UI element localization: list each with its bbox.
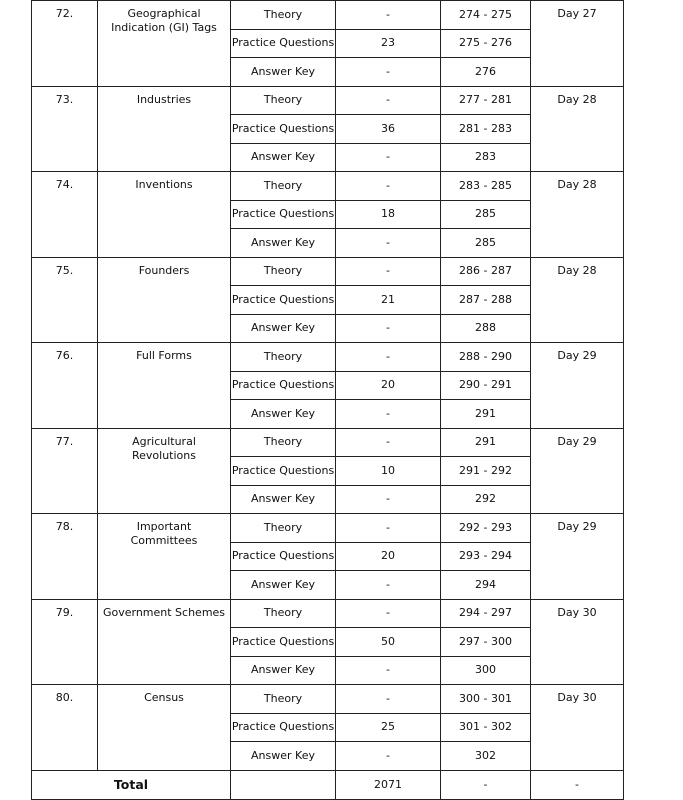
chapter-row	[32, 514, 624, 543]
question-count: -	[336, 400, 441, 429]
page-range: 276	[441, 58, 531, 87]
page-range: 288 - 290	[441, 343, 531, 372]
page-range: 286 - 287	[441, 257, 531, 286]
chapter-topic: Geographical Indication (GI) Tags	[98, 1, 231, 87]
question-count: 10	[336, 457, 441, 486]
chapter-number: 77.	[32, 428, 98, 514]
chapter-number: 79.	[32, 599, 98, 685]
section-type: Theory	[231, 599, 336, 628]
page-range: 283	[441, 143, 531, 172]
question-count: 23	[336, 29, 441, 58]
page-range: 285	[441, 229, 531, 258]
chapter-number: 73.	[32, 86, 98, 172]
question-count: -	[336, 742, 441, 771]
question-count: 25	[336, 713, 441, 742]
page-range: 301 - 302	[441, 713, 531, 742]
chapter-topic: Founders	[98, 257, 231, 343]
study-day: Day 29	[531, 428, 624, 514]
page-range: 291	[441, 400, 531, 429]
chapter-topic: Inventions	[98, 172, 231, 258]
question-count: -	[336, 685, 441, 714]
question-count: -	[336, 143, 441, 172]
section-type: Answer Key	[231, 485, 336, 514]
total-pages: -	[441, 770, 531, 799]
question-count: -	[336, 229, 441, 258]
section-type: Practice Questions	[231, 286, 336, 315]
study-plan-body	[32, 1, 624, 800]
question-count: 20	[336, 371, 441, 400]
study-day: Day 28	[531, 172, 624, 258]
section-type: Practice Questions	[231, 200, 336, 229]
page-range: 281 - 283	[441, 115, 531, 144]
chapter-topic: Important Committees	[98, 514, 231, 600]
total-row	[32, 770, 624, 799]
section-type: Theory	[231, 172, 336, 201]
chapter-topic: Agricultural Revolutions	[98, 428, 231, 514]
question-count: -	[336, 514, 441, 543]
page-range: 300	[441, 656, 531, 685]
total-day: -	[531, 770, 624, 799]
question-count: 36	[336, 115, 441, 144]
section-type: Theory	[231, 1, 336, 30]
question-count: -	[336, 58, 441, 87]
question-count: -	[336, 257, 441, 286]
section-type: Practice Questions	[231, 29, 336, 58]
question-count: -	[336, 599, 441, 628]
study-day: Day 28	[531, 257, 624, 343]
section-type: Answer Key	[231, 229, 336, 258]
question-count: -	[336, 428, 441, 457]
page-range: 297 - 300	[441, 628, 531, 657]
study-day: Day 29	[531, 343, 624, 429]
chapter-number: 80.	[32, 685, 98, 771]
page-range: 292 - 293	[441, 514, 531, 543]
chapter-row	[32, 257, 624, 286]
chapter-row	[32, 685, 624, 714]
chapter-row	[32, 172, 624, 201]
chapter-row	[32, 599, 624, 628]
question-count: 50	[336, 628, 441, 657]
study-day: Day 30	[531, 685, 624, 771]
study-day: Day 30	[531, 599, 624, 685]
study-plan-table	[31, 0, 624, 800]
study-day: Day 27	[531, 1, 624, 87]
chapter-number: 72.	[32, 1, 98, 87]
section-type: Answer Key	[231, 571, 336, 600]
page-range: 275 - 276	[441, 29, 531, 58]
section-type: Theory	[231, 685, 336, 714]
page-range: 290 - 291	[441, 371, 531, 400]
section-type: Theory	[231, 428, 336, 457]
total-count: 2071	[336, 770, 441, 799]
chapter-topic: Industries	[98, 86, 231, 172]
section-type: Practice Questions	[231, 628, 336, 657]
section-type: Answer Key	[231, 742, 336, 771]
question-count: -	[336, 314, 441, 343]
chapter-topic: Census	[98, 685, 231, 771]
page-range: 277 - 281	[441, 86, 531, 115]
section-type: Answer Key	[231, 656, 336, 685]
page-range: 294 - 297	[441, 599, 531, 628]
section-type: Answer Key	[231, 58, 336, 87]
question-count: -	[336, 86, 441, 115]
question-count: -	[336, 571, 441, 600]
question-count: -	[336, 656, 441, 685]
chapter-row	[32, 86, 624, 115]
question-count: -	[336, 1, 441, 30]
chapter-number: 78.	[32, 514, 98, 600]
section-type: Practice Questions	[231, 457, 336, 486]
study-day: Day 29	[531, 514, 624, 600]
chapter-number: 74.	[32, 172, 98, 258]
section-type: Answer Key	[231, 400, 336, 429]
chapter-number: 75.	[32, 257, 98, 343]
chapter-topic: Government Schemes	[98, 599, 231, 685]
question-count: 20	[336, 542, 441, 571]
section-type: Practice Questions	[231, 542, 336, 571]
total-label: Total	[32, 770, 231, 799]
section-type: Theory	[231, 86, 336, 115]
page-range: 285	[441, 200, 531, 229]
section-type: Practice Questions	[231, 371, 336, 400]
section-type: Theory	[231, 343, 336, 372]
section-type: Practice Questions	[231, 115, 336, 144]
question-count: 18	[336, 200, 441, 229]
page-range: 293 - 294	[441, 542, 531, 571]
page-range: 294	[441, 571, 531, 600]
section-type: Practice Questions	[231, 713, 336, 742]
question-count: -	[336, 172, 441, 201]
section-type: Answer Key	[231, 143, 336, 172]
page-range: 283 - 285	[441, 172, 531, 201]
question-count: 21	[336, 286, 441, 315]
study-day: Day 28	[531, 86, 624, 172]
question-count: -	[336, 485, 441, 514]
total-spacer	[231, 770, 336, 799]
page-range: 302	[441, 742, 531, 771]
chapter-topic: Full Forms	[98, 343, 231, 429]
question-count: -	[336, 343, 441, 372]
page-range: 287 - 288	[441, 286, 531, 315]
page-range: 291	[441, 428, 531, 457]
page-range: 300 - 301	[441, 685, 531, 714]
section-type: Theory	[231, 514, 336, 543]
section-type: Answer Key	[231, 314, 336, 343]
page-range: 274 - 275	[441, 1, 531, 30]
chapter-number: 76.	[32, 343, 98, 429]
section-type: Theory	[231, 257, 336, 286]
chapter-row	[32, 428, 624, 457]
chapter-row	[32, 1, 624, 30]
page-range: 292	[441, 485, 531, 514]
page-range: 291 - 292	[441, 457, 531, 486]
page-range: 288	[441, 314, 531, 343]
chapter-row	[32, 343, 624, 372]
